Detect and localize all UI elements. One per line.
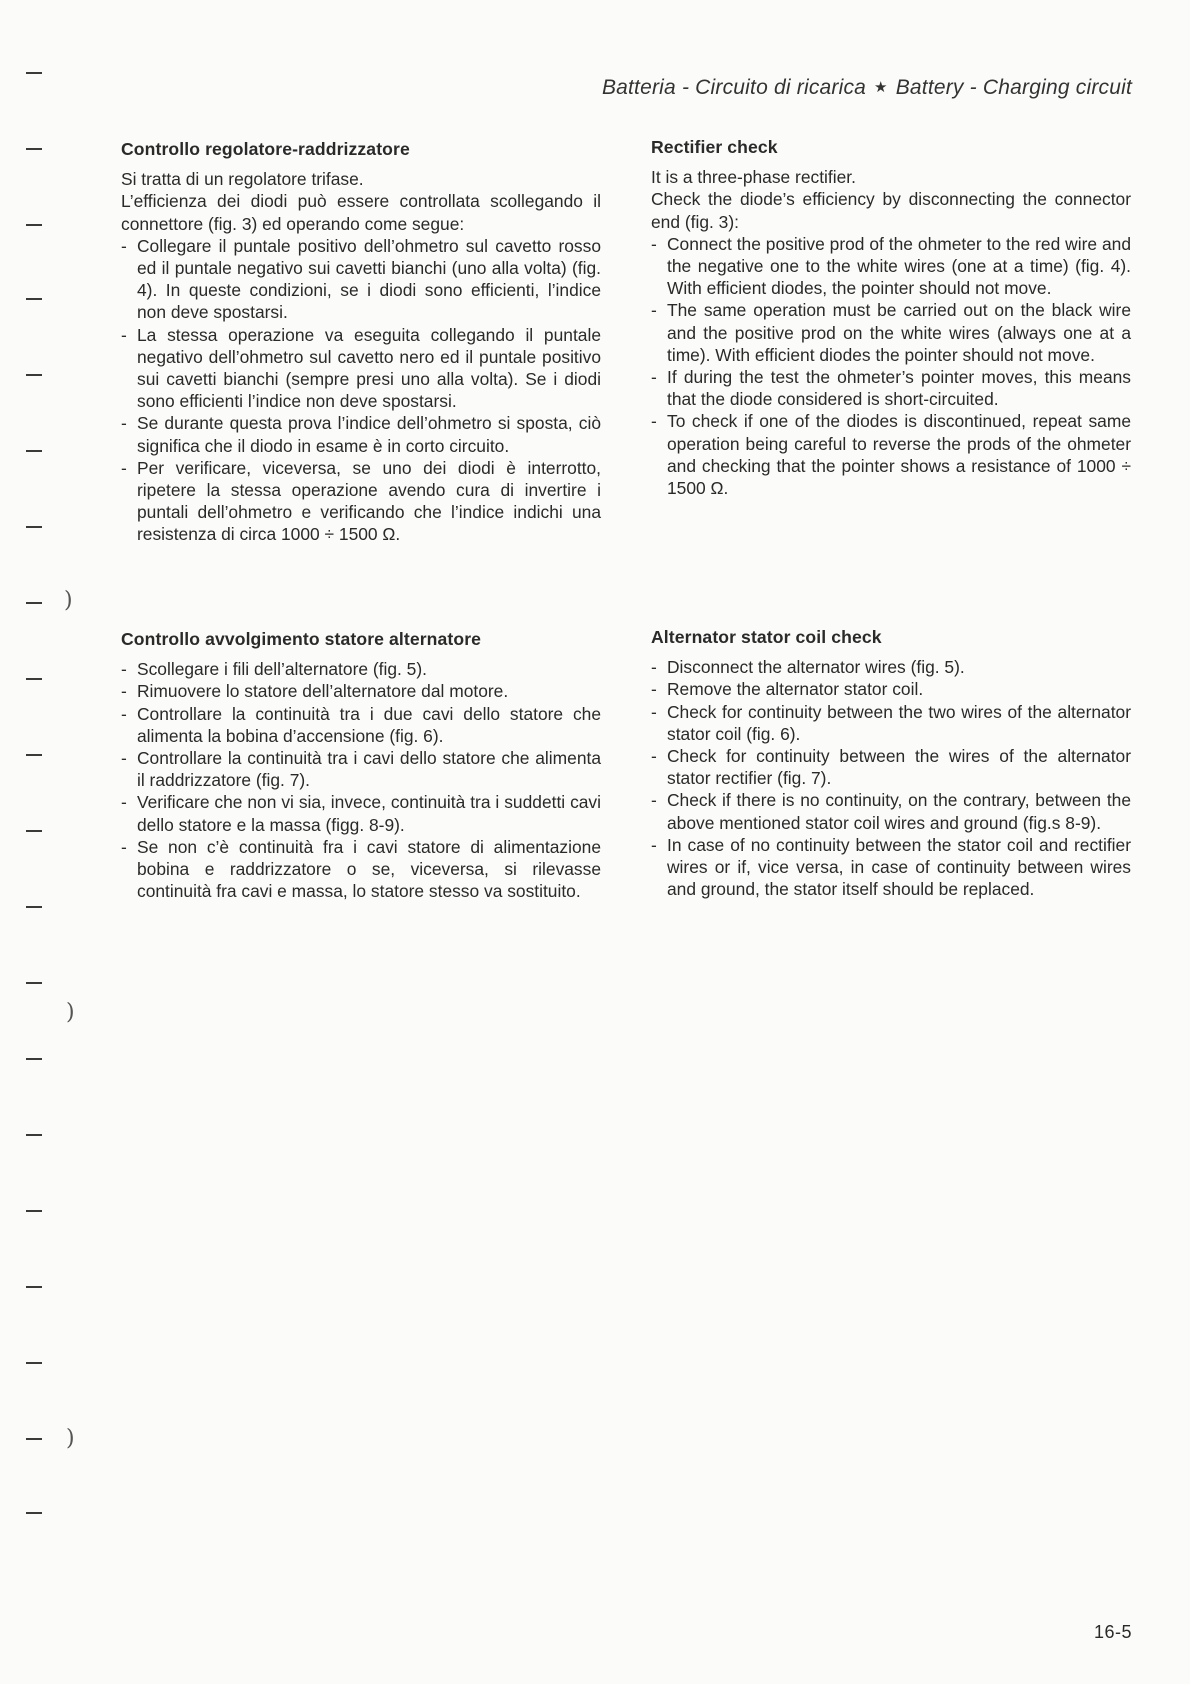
list-item: - Se durante questa prova l’indice dell’ohmetro si sposta, ciò significa che il diodo in esame è in corto circuito. [121,412,601,456]
star-separator-icon: ★ [874,79,888,96]
header-italian: Batteria - Circuito di ricarica [601,76,867,99]
paragraph: Si tratta di un regolatore trifase. [121,169,364,190]
running-header [500,76,1132,100]
section-rectifier-it [121,138,601,546]
paragraph: L’efficienza dei diodi può essere controllata scollegando il connettore (fig. 3) ed operando come segue: [121,191,601,234]
paragraph: Check the diode’s efficiency by disconnecting the connector end (fig. 3): [651,189,1131,232]
list-item: - Collegare il puntale positivo dell’ohmetro sul cavetto rosso ed il puntale negativo sui cavetti bianchi (uno alla volta) (fig. 4). In queste condizioni, se i diodi sono efficienti, l’indice non deve spostarsi. [121,235,601,324]
procedure-list [651,656,1131,900]
page-number: 16-5 [1093,1622,1132,1642]
procedure-list [651,233,1131,499]
procedure-list [121,235,601,546]
list-item: - Scollegare i fili dell’alternatore (fig. 5). [121,658,601,680]
list-item: - Rimuovere lo statore dell’alternatore dal motore. [121,680,601,702]
list-item: - Verificare che non vi sia, invece, continuità tra i suddetti cavi dello statore e la massa (figg. 8-9). [121,791,601,835]
section-title: Controllo regolatore-raddrizzatore [121,139,410,159]
list-item: - Connect the positive prod of the ohmeter to the red wire and the negative one to the white wires (one at a time) (fig. 4). With efficient diodes, the pointer should not move. [651,233,1131,300]
list-item: - In case of no continuity between the stator coil and rectifier wires or if, vice versa, in case of continuity between wires and ground, the stator itself should be replaced. [651,834,1131,901]
section-title: Alternator stator coil check [651,627,882,647]
list-item: - Per verificare, viceversa, se uno dei diodi è interrotto, ripetere la stessa operazione avendo cura di invertire i puntali dell’ohmetro e verificando che l’indice indichi una resistenza di circa 1000 ÷ 1500 Ω. [121,457,601,546]
list-item: - Controllare la continuità tra i due cavi dello statore che alimenta la bobina d’accensione (fig. 6). [121,703,601,747]
section-title: Rectifier check [651,137,778,157]
margin-marks: ) ) ) [26,0,86,1684]
list-item: - Se non c’è continuità fra i cavi statore di alimentazione bobina e raddrizzatore o se, viceversa, si rilevasse continuità fra cavi e massa, lo statore stesso va sostituito. [121,836,601,903]
section-rectifier-en [651,136,1131,499]
list-item: - La stessa operazione va eseguita collegando il puntale negativo dell’ohmetro sul cavetto nero ed il puntale positivo sui cavetti bianchi (sempre presi uno alla volta). Se i diodi sono efficienti l’indice non deve spostarsi. [121,324,601,413]
list-item: - Check for continuity between the two wires of the alternator stator coil (fig. 6). [651,701,1131,745]
list-item: - Controllare la continuità tra i cavi dello statore che alimenta il raddrizzatore (fig. 7). [121,747,601,791]
section-stator-it [121,628,601,902]
section-stator-en [651,626,1131,900]
list-item: - Check if there is no continuity, on the contrary, between the above mentioned stator coil wires and ground (fig.s 8-9). [651,789,1131,833]
list-item: - Check for continuity between the wires of the alternator stator rectifier (fig. 7). [651,745,1131,789]
list-item: - The same operation must be carried out on the black wire and the positive prod on the white wires (always one at a time). With efficient diodes the pointer should not move. [651,299,1131,366]
procedure-list [121,658,601,902]
list-item: - To check if one of the diodes is discontinued, repeat same operation being careful to reverse the prods of the ohmeter and checking that the pointer shows a resistance of 1000 ÷ 1500 Ω. [651,410,1131,499]
list-item: - Disconnect the alternator wires (fig. 5). [651,656,1131,678]
paragraph: It is a three-phase rectifier. [651,167,856,188]
list-item: - Remove the alternator stator coil. [651,678,1131,700]
header-english: Battery - Charging circuit [895,76,1132,99]
list-item: - If during the test the ohmeter’s pointer moves, this means that the diode considered is short-circuited. [651,366,1131,410]
section-title: Controllo avvolgimento statore alternatore [121,629,482,649]
